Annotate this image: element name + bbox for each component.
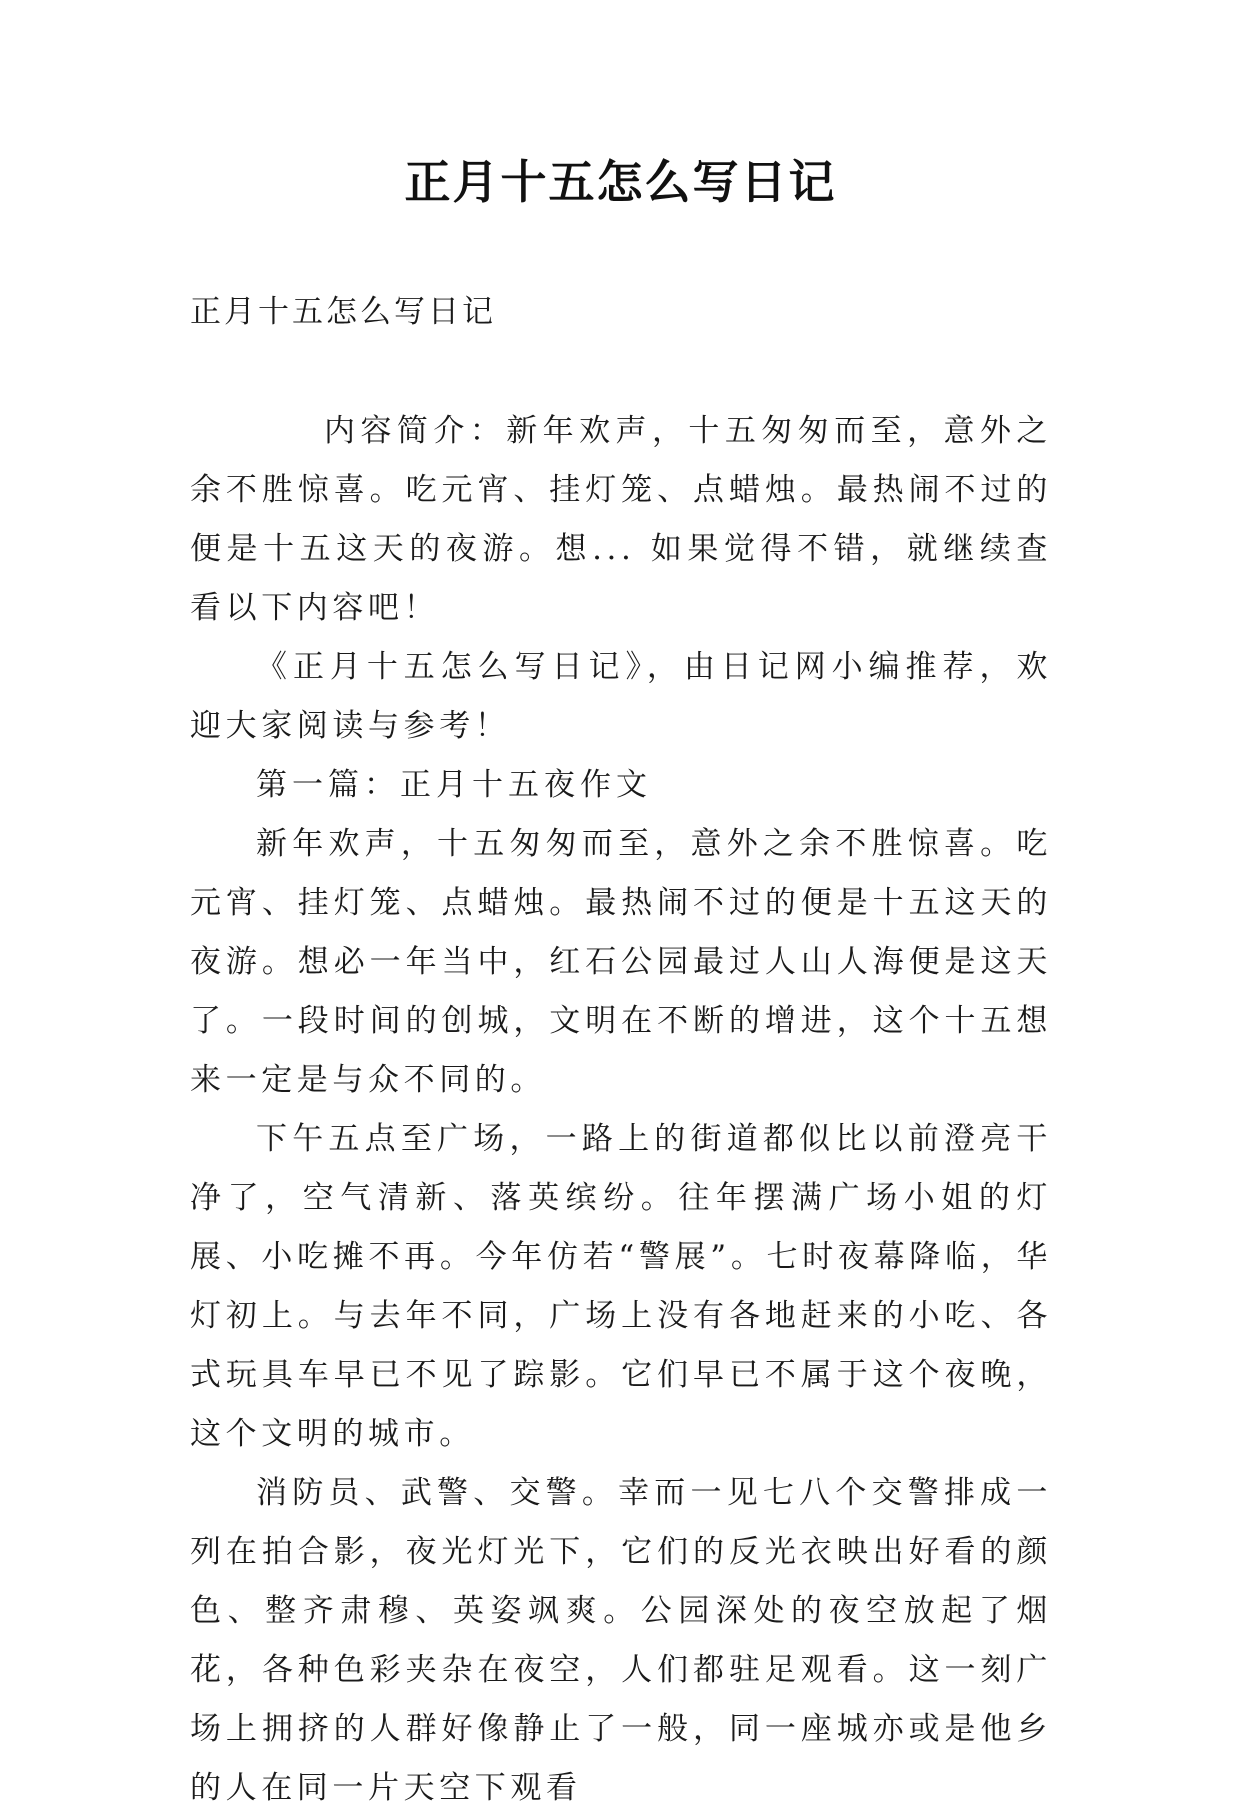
body-paragraph: 消防员、武警、交警。幸而一见七八个交警排成一列在拍合影，夜光灯光下，它们的反光衣映出好看的颜色、整齐肃穆、英姿飒爽。公园深处的夜空放起了烟花，各种色彩夹杂在夜空，人们都驻足观看。这一刻广场上拥挤的人群好像静止了一般，同一座城亦或是他乡的人在同一片天空下观看 [190, 1475, 1052, 1806]
document-body [190, 402, 1052, 1818]
recommendation-paragraph: 《正月十五怎么写日记》，由日记网小编推荐，欢迎大家阅读与参考！ [190, 649, 1052, 744]
document-subtitle: 正月十五怎么写日记 [190, 294, 496, 330]
body-paragraph: 新年欢声，十五匆匆而至，意外之余不胜惊喜。吃元宵、挂灯笼、点蜡烛。最热闹不过的便是十五这天的夜游。想必一年当中，红石公园最过人山人海便是这天了。一段时间的创城，文明在不断的增进，这个十五想来一定是与众不同的。 [190, 826, 1052, 1098]
intro-paragraph: 内容简介：新年欢声，十五匆匆而至，意外之余不胜惊喜。吃元宵、挂灯笼、点蜡烛。最热闹不过的便是十五这天的夜游。想... 如果觉得不错，就继续查看以下内容吧！ [190, 413, 1052, 626]
body-paragraph: 下午五点至广场，一路上的街道都似比以前澄亮干净了，空气清新、落英缤纷。往年摆满广场小姐的灯展、小吃摊不再。今年仿若“警展”。七时夜幕降临，华灯初上。与去年不同，广场上没有各地赶来的小吃、各式玩具车早已不见了踪影。它们早已不属于这个夜晚，这个文明的城市。 [190, 1121, 1052, 1452]
section-heading: 第一篇：正月十五夜作文 [256, 767, 652, 803]
document-title: 正月十五怎么写日记 [404, 155, 837, 209]
